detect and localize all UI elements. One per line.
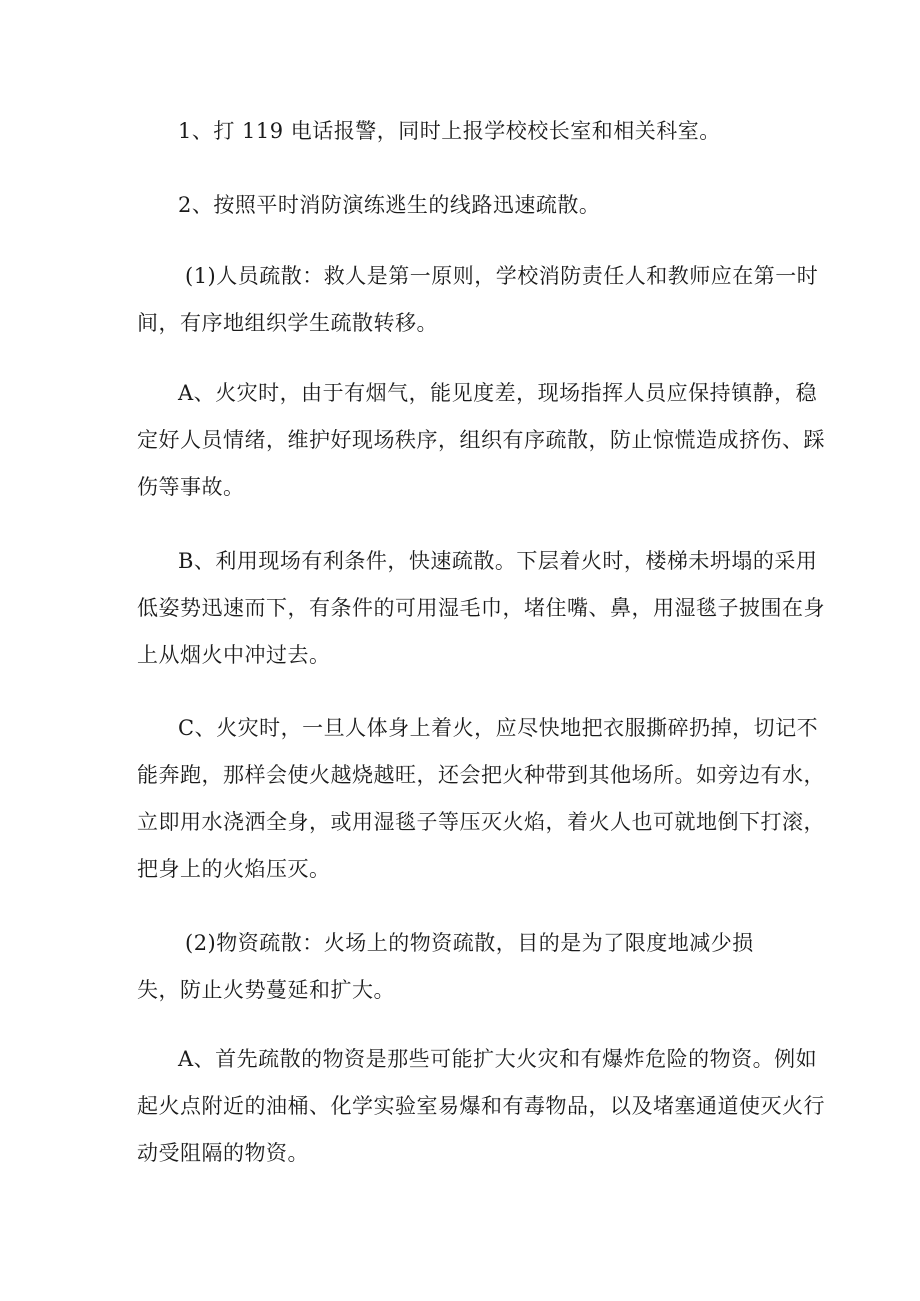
paragraph-call-119 [178, 108, 721, 155]
text-line: 动受阻隔的物资。 [137, 1141, 309, 1165]
text-line: 能奔跑，那样会使火越烧越旺，还会把火种带到其他场所。如旁边有水， [137, 763, 825, 787]
paragraph-item-a-smoke [137, 370, 825, 511]
text-line: 失，防止火势蔓延和扩大。 [137, 978, 395, 1002]
text-line: 低姿势迅速而下，有条件的可用湿毛巾，堵住嘴、鼻，用湿毯子披围在身 [137, 596, 825, 620]
text-line: B、利用现场有利条件，快速疏散。下层着火时，楼梯未坍塌的采用 [178, 549, 818, 573]
text-line: 立即用水浇洒全身，或用湿毯子等压灭火焰，着火人也可就地倒下打滚， [137, 810, 825, 834]
paragraph-item-c-clothing-fire [137, 705, 825, 893]
text-line: (1)人员疏散：救人是第一原则，学校消防责任人和教师应在第一时 [185, 264, 819, 288]
text-line: 把身上的火焰压灭。 [137, 857, 331, 881]
text-line: 2、按照平时消防演练逃生的线路迅速疏散。 [178, 193, 601, 217]
paragraph-personnel-evacuation [137, 253, 818, 347]
paragraph-material-evacuation [137, 920, 754, 1014]
text-line: A、首先疏散的物资是那些可能扩大火灾和有爆炸危险的物资。例如 [178, 1047, 818, 1071]
text-line: A、火灾时，由于有烟气，能见度差，现场指挥人员应保持镇静，稳 [178, 381, 818, 405]
text-line: C、火灾时，一旦人体身上着火，应尽快地把衣服撕碎扔掉，切记不 [178, 716, 819, 740]
paragraph-item-b-conditions [137, 538, 825, 679]
text-line: 起火点附近的油桶、化学实验室易爆和有毒物品，以及堵塞通道使灭火行 [137, 1094, 825, 1118]
text-line: 1、打 119 电话报警，同时上报学校校长室和相关科室。 [178, 119, 721, 143]
paragraph-item-a-priority-materials [137, 1036, 825, 1177]
paragraph-evacuate-route [178, 182, 600, 229]
text-line: 间，有序地组织学生疏散转移。 [137, 311, 438, 335]
text-line: 定好人员情绪，维护好现场秩序，组织有序疏散，防止惊慌造成挤伤、踩 [137, 428, 825, 452]
text-line: 上从烟火中冲过去。 [137, 643, 331, 667]
text-line: 伤等事故。 [137, 475, 245, 499]
text-line: (2)物资疏散：火场上的物资疏散，目的是为了限度地减少损 [185, 931, 754, 955]
